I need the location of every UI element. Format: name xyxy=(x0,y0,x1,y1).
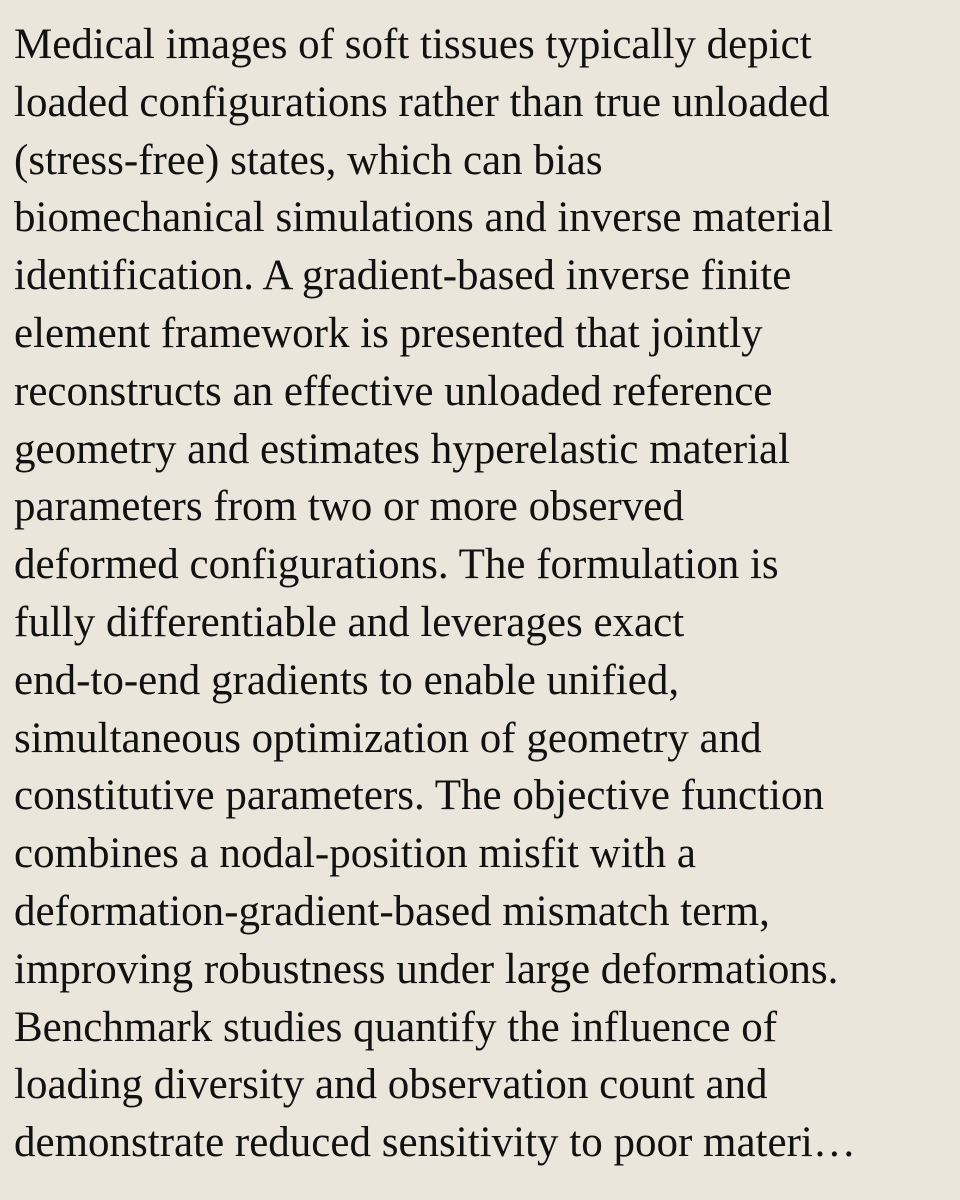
abstract-line: Medical images of soft tissues typically depict xyxy=(14,21,812,68)
abstract-line: reconstructs an effective unloaded reference xyxy=(14,367,773,415)
abstract-line: improving robustness under large deformations. xyxy=(14,945,839,993)
abstract-text xyxy=(14,16,954,1172)
abstract-line: element framework is presented that jointly xyxy=(14,309,763,357)
abstract-line: simultaneous optimization of geometry and xyxy=(14,714,762,762)
abstract-line: constitutive parameters. The objective function xyxy=(14,772,824,820)
abstract-line: demonstrate reduced sensitivity to poor materi… xyxy=(14,1119,856,1167)
abstract-line: Benchmark studies quantify the influence of xyxy=(14,1003,778,1051)
abstract-line: fully differentiable and leverages exact xyxy=(14,598,685,646)
abstract-line: identification. A gradient-based inverse finite xyxy=(14,252,792,300)
abstract-line: loaded configurations rather than true unloaded xyxy=(14,78,830,126)
abstract-line: combines a nodal-position misfit with a xyxy=(14,830,696,878)
abstract-line: deformation-gradient-based mismatch term, xyxy=(14,887,770,935)
abstract-line: biomechanical simulations and inverse material xyxy=(14,194,834,242)
abstract-line: (stress-free) states, which can bias xyxy=(14,136,603,184)
abstract-line: geometry and estimates hyperelastic material xyxy=(14,425,791,473)
abstract-line: parameters from two or more observed xyxy=(14,483,684,531)
abstract-line: deformed configurations. The formulation is xyxy=(14,541,779,589)
abstract-line: loading diversity and observation count and xyxy=(14,1061,768,1109)
abstract-line: end-to-end gradients to enable unified, xyxy=(14,656,680,704)
